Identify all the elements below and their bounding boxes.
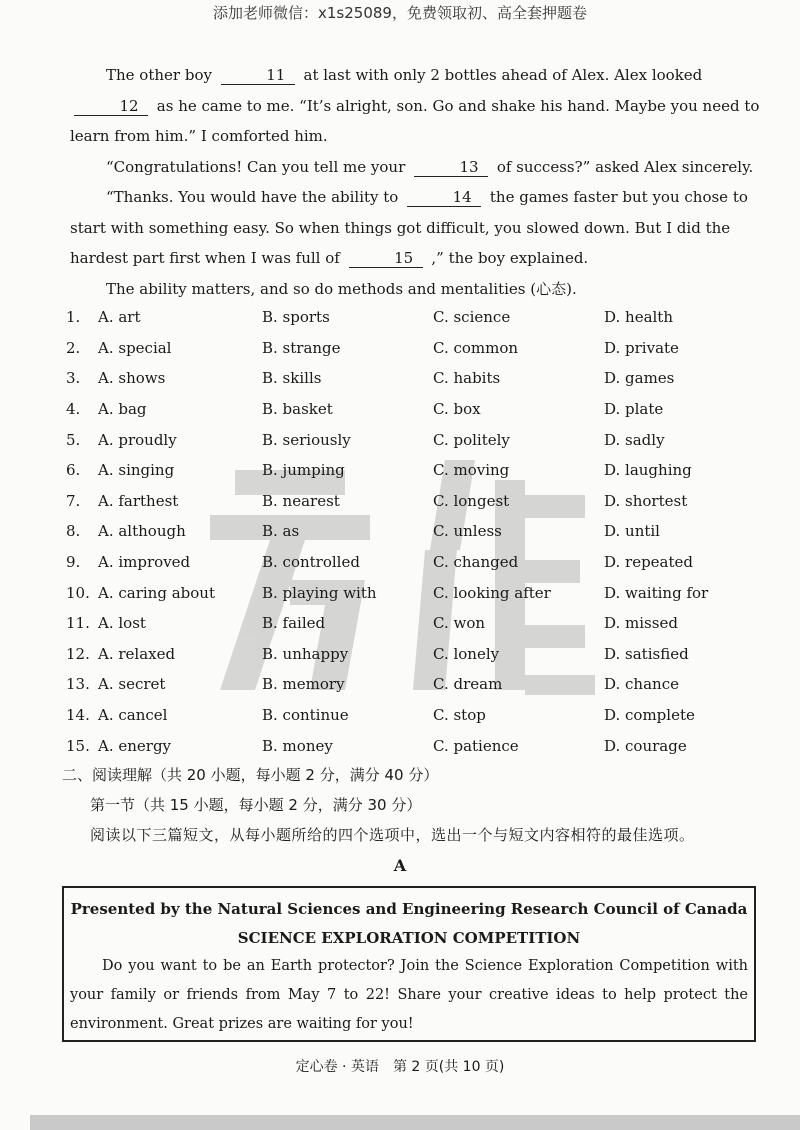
option-c: C. looking after bbox=[433, 583, 551, 602]
question-number: 14. bbox=[66, 706, 90, 725]
option-d: D. waiting for bbox=[604, 583, 709, 602]
question-row bbox=[66, 639, 766, 670]
option-b: B. continue bbox=[262, 706, 349, 725]
option-b: B. sports bbox=[262, 308, 330, 327]
option-b: B. jumping bbox=[262, 461, 345, 480]
option-c: C. box bbox=[433, 400, 481, 419]
option-c: C. patience bbox=[433, 736, 519, 755]
option-c: C. unless bbox=[433, 522, 502, 541]
option-c: C. lonely bbox=[433, 644, 500, 663]
blank-11: 11 bbox=[221, 66, 295, 85]
option-a: A. singing bbox=[98, 461, 175, 480]
option-c: C. habits bbox=[433, 369, 501, 388]
passage-text: The other boy bbox=[106, 66, 212, 84]
option-c: C. stop bbox=[433, 706, 486, 725]
option-a: A. art bbox=[98, 308, 141, 327]
passage-text: ,” the boy explained. bbox=[431, 249, 589, 267]
option-d: D. courage bbox=[604, 736, 687, 755]
option-c: C. won bbox=[433, 614, 486, 633]
question-row bbox=[66, 516, 766, 547]
option-b: B. strange bbox=[262, 338, 341, 357]
option-a: A. secret bbox=[98, 675, 166, 694]
option-b: B. seriously bbox=[262, 430, 351, 449]
question-row bbox=[66, 608, 766, 639]
question-number: 7. bbox=[66, 491, 81, 510]
question-row bbox=[66, 486, 766, 517]
options-list bbox=[66, 302, 766, 761]
passage-paragraph bbox=[70, 182, 765, 274]
scan-edge-band bbox=[30, 1115, 800, 1130]
notice-title: SCIENCE EXPLORATION COMPETITION bbox=[237, 929, 581, 947]
option-d: D. missed bbox=[604, 614, 678, 633]
option-b: B. memory bbox=[262, 675, 345, 694]
question-row bbox=[66, 333, 766, 364]
blank-13: 13 bbox=[414, 158, 488, 177]
notice-body: Do you want to be an Earth protector? Join the Science Exploration Competition with your family or friends from May 7 to 22! Share your creative ideas to help protect the environment. Great prizes are waiting for you! bbox=[70, 958, 748, 1032]
question-number: 13. bbox=[66, 675, 90, 694]
question-row bbox=[66, 577, 766, 608]
question-number: 1. bbox=[66, 308, 81, 327]
option-c: C. common bbox=[433, 338, 519, 357]
passage-text: “Congratulations! Can you tell me your bbox=[106, 157, 406, 176]
option-b: B. failed bbox=[262, 614, 326, 633]
question-number: 6. bbox=[66, 461, 81, 480]
option-d: D. sadly bbox=[604, 430, 665, 449]
question-row bbox=[66, 669, 766, 700]
option-a: A. although bbox=[98, 522, 186, 541]
option-d: D. satisfied bbox=[604, 644, 689, 663]
passage-text: as he came to me. “It’s alright, son. Go and shake his hand. Maybe you need to learn from him.” I comforted him. bbox=[70, 96, 760, 145]
question-row bbox=[66, 730, 766, 761]
question-number: 2. bbox=[66, 338, 81, 357]
question-row bbox=[66, 363, 766, 394]
header-note: 添加老师微信：x1s25089，免费领取初、高全套押题卷 bbox=[213, 4, 587, 22]
question-row bbox=[66, 547, 766, 578]
question-number: 8. bbox=[66, 522, 81, 541]
option-a: A. relaxed bbox=[98, 644, 176, 663]
option-b: B. money bbox=[262, 736, 333, 755]
competition-notice-box bbox=[62, 886, 756, 1042]
question-number: 15. bbox=[66, 736, 90, 755]
option-c: C. politely bbox=[433, 430, 510, 449]
passage-paragraph bbox=[70, 152, 765, 183]
blank-15: 15 bbox=[349, 249, 423, 268]
question-row bbox=[66, 424, 766, 455]
option-b: B. unhappy bbox=[262, 644, 349, 663]
option-a: A. shows bbox=[98, 369, 166, 388]
option-c: C. dream bbox=[433, 675, 503, 694]
option-b: B. basket bbox=[262, 400, 333, 419]
section-subtitle: 第一节（共 15 小题，每小题 2 分，满分 30 分） bbox=[90, 796, 422, 814]
option-a: A. cancel bbox=[98, 706, 168, 725]
option-b: B. as bbox=[262, 522, 300, 541]
option-a: A. energy bbox=[98, 736, 172, 755]
passage-paragraph bbox=[70, 60, 765, 152]
option-d: D. private bbox=[604, 338, 679, 357]
option-d: D. health bbox=[604, 308, 673, 327]
option-c: C. longest bbox=[433, 491, 510, 510]
option-c: C. changed bbox=[433, 553, 519, 572]
option-b: B. nearest bbox=[262, 491, 340, 510]
option-d: D. games bbox=[604, 369, 675, 388]
blank-12: 12 bbox=[74, 97, 148, 116]
option-d: D. complete bbox=[604, 706, 695, 725]
question-row bbox=[66, 700, 766, 731]
question-number: 4. bbox=[66, 400, 81, 419]
question-number: 12. bbox=[66, 644, 90, 663]
reading-section bbox=[62, 760, 762, 850]
blank-14: 14 bbox=[407, 188, 481, 207]
section-title: 二、阅读理解（共 20 小题，每小题 2 分，满分 40 分） bbox=[62, 766, 439, 784]
passage-letter: A bbox=[393, 856, 407, 875]
question-row bbox=[66, 302, 766, 333]
section-instruction: 阅读以下三篇短文，从每小题所给的四个选项中，选出一个与短文内容相符的最佳选项。 bbox=[90, 826, 695, 844]
option-d: D. plate bbox=[604, 400, 664, 419]
option-a: A. lost bbox=[98, 614, 146, 633]
question-number: 11. bbox=[66, 614, 90, 633]
page-footer: 定心卷 · 英语 第 2 页(共 10 页) bbox=[295, 1059, 505, 1075]
notice-presenter: Presented by the Natural Sciences and Engineering Research Council of Canada bbox=[70, 900, 748, 918]
question-number: 9. bbox=[66, 553, 81, 572]
option-d: D. laughing bbox=[604, 461, 692, 480]
option-a: A. caring about bbox=[98, 583, 215, 602]
option-d: D. repeated bbox=[604, 553, 694, 572]
option-d: D. shortest bbox=[604, 491, 688, 510]
option-c: C. moving bbox=[433, 461, 510, 480]
cloze-passage bbox=[70, 60, 765, 304]
option-b: B. skills bbox=[262, 369, 322, 388]
question-number: 3. bbox=[66, 369, 81, 388]
option-c: C. science bbox=[433, 308, 511, 327]
option-a: A. improved bbox=[98, 553, 191, 572]
question-row bbox=[66, 394, 766, 425]
option-b: B. playing with bbox=[262, 583, 377, 602]
passage-paragraph: The ability matters, and so do methods and mentalities (心态). bbox=[106, 279, 577, 298]
option-a: A. proudly bbox=[98, 430, 177, 449]
passage-text: at last with only 2 bottles ahead of Alex. Alex looked bbox=[303, 66, 703, 84]
question-number: 5. bbox=[66, 430, 81, 449]
passage-text: “Thanks. You would have the ability to bbox=[106, 188, 399, 206]
option-a: A. special bbox=[98, 338, 172, 357]
option-b: B. controlled bbox=[262, 553, 360, 572]
option-d: D. until bbox=[604, 522, 660, 541]
passage-text: of success?” asked Alex sincerely. bbox=[496, 157, 754, 176]
passage-text: the games faster but you chose to start with something easy. So when things got difficult, you slowed down. But I did the hardest part first when I was full of bbox=[70, 188, 748, 267]
option-a: A. farthest bbox=[98, 491, 179, 510]
option-d: D. chance bbox=[604, 675, 679, 694]
option-a: A. bag bbox=[98, 400, 147, 419]
question-number: 10. bbox=[66, 583, 90, 602]
question-row bbox=[66, 455, 766, 486]
